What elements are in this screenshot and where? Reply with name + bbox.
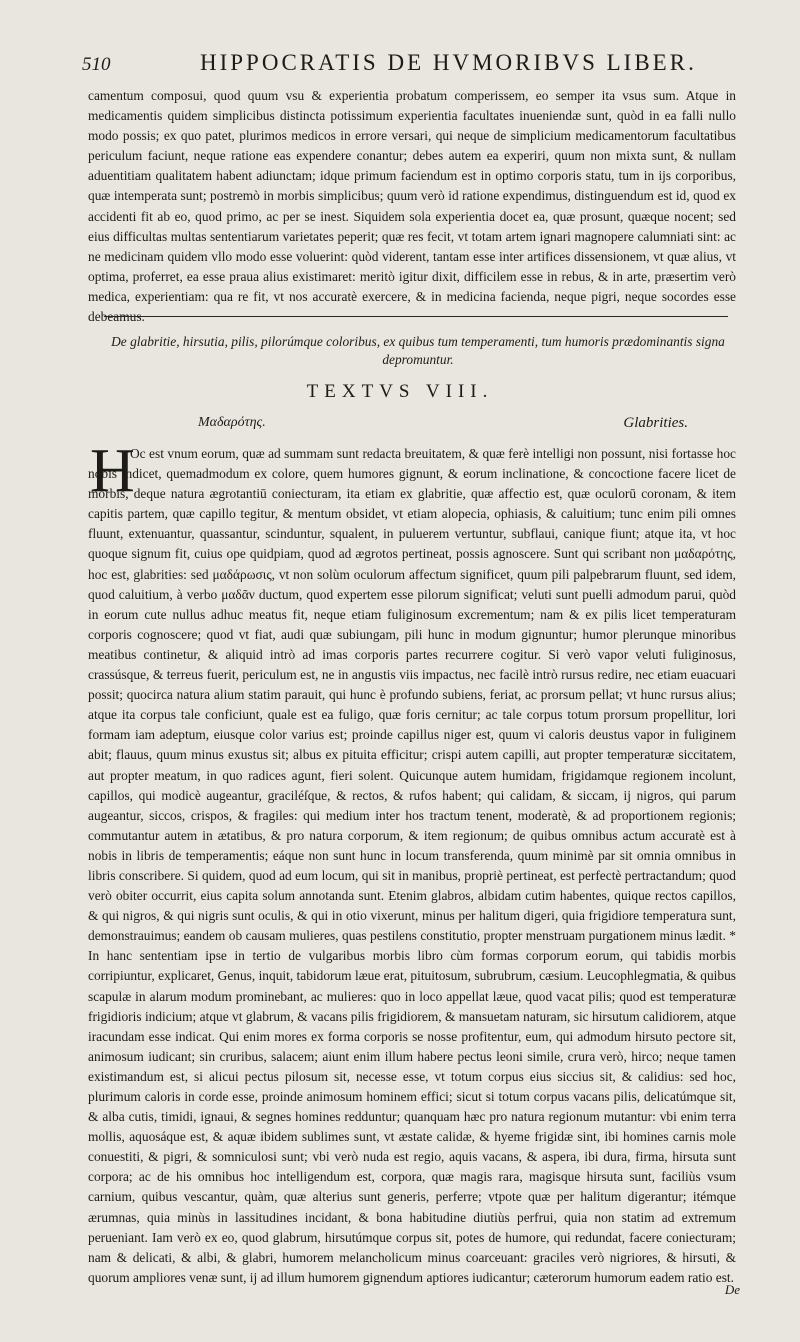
running-head (82, 50, 730, 76)
catchword: De (724, 1282, 740, 1297)
section-divider (104, 316, 728, 317)
page-title: HIPPOCRATIS DE HVMORIBVS LIBER. (200, 50, 697, 75)
body-text (88, 444, 736, 1288)
greek-lemma: Μαδαρότης. (198, 415, 266, 430)
textus-heading: TEXTVS VIII. (306, 381, 494, 402)
latin-lemma: Glabrities. (623, 415, 688, 431)
intro-paragraph: camentum composui, quod quum vsu & experientia probatum comperissem, eo semper ita vsus sum. Atque in medicamentis quidem simplicibus distincta potissimum experientia facultates inueniendæ sunt, quòd in ea falli nullo modo possis; ex quo patet, plurimos medicos in errore versari, qui neque de simplicium medicamentorum facultatibus periculum faciunt, neque ratione eas expendere conantur; debes autem ea experiri, quum non mixta sunt, & nullam aduentitiam qualitatem habent adiunctam; idque primum faciendum est in optimo corporis statu, tum in ijs corporibus, quæ intemperata sunt; postremò in morbis simplicibus; quum verò id ratione expendimus, distinguendum est id, quod ex accidenti fit ab eo, quod primo, ac per se inest. Siquidem sola experientia docet ea, quæ prosunt, quæque nocent; sed eius difficultas multas sententiarum varietates peperit; quæ res fecit, vt totam artem ignari magnopere calumniati sint: ac ne medicinam quidem vllo modo esse voluerint: quòd viderent, tantam esse inter artifices dissensionem, vt quæ alius, vt optima, proferret, ea esse praua alius existimaret: meritò igitur dixit, difficilem esse in rebus, & in arte, præsertim verò medica, experientiam: qua re fit, vt nos accuratè exercere, & in medicina facienda, neque pigri, neque socordes esse debeamus. (88, 88, 736, 325)
section-heading: De glabritie, hirsutia, pilis, pilorúmque coloribus, ex quibus tum temperamenti, tum humoris prædominantis signa depromuntur. (111, 334, 725, 367)
drop-cap: H (90, 437, 135, 505)
page-number: 510 (82, 54, 111, 75)
body-paragraph: Oc est vnum eorum, quæ ad summam sunt redacta breuitatem, & quæ ferè intelligi non possunt, nisi fortasse hoc nobis indicet, quemadmodum ex colore, quem humores gignunt, & eorum inclinatione, & concoctione facere licet de morbis, deque natura ægrotantiū coniecturam, ita etiam ex glabritie, quæ affectio est, quæ oculorū coronam, & item capitis partem, quæ capillo tegitur, & mentum obsidet, vt etiam alopecia, ophiasis, & caluitium; tunc enim pili omnes fluunt, extenuantur, quassantur, scinduntur, squalent, in puluerem vertuntur, subflaui, canique fiunt; atque ita, vt hoc quoque signum fit, cuius ope quidpiam, quod ad ægrotos pertineat, possis agnoscere. Sunt qui scribant non μαδαρότης, hoc est, glabrities: sed μαδάρωσις, vt non solùm oculorum affectum significet, quum pili palpebrarum fluunt, sed idem, quod caluitium, à verbo μαδᾶν ductum, quod expertem esse pilorum significat; veluti sunt puelli admodum parui, quòd in eorum cute nullus adhuc meatus fit, neque etiam fuliginosum excrementum; nam & ex pilis licet temperaturam corporis cognoscere; quod vt fiat, audi quæ subiungam, pili hunc in modum gignuntur; humor plerunque minoribus meatibus continetur, & aliquid intrò ad imas corporis partes recurrere cogitur. Si verò vapor veluti fuliginosus, crassúsque, & terreus fuerit, periculum est, ne in angustis viis impactus, nec facilè intrò rursus redire, nec etiam euacuari possit; quocirca natura alium statim parauit, qui hunc è profundo subiens, feriat, ac prorsum pellat; vt hunc rursus alius; atque ita corpus tale conficiunt, quale est ea fuligo, quæ foris cernitur; ac tale corpus totum prorsum propellitur, lori formam iam adeptum, eiusque color varius est; proinde capillus niger est, quum vi caloris deustus vapor in fuliginem abit; flauus, quum minus exustus sit; albus ex pituita efficitur; crispi autem capilli, aut propter temperaturæ siccitatem, aut propter meatum, in quo radices agunt, fieri solent. Quicunque autem humidam, frigidamque regionem incolunt, capillos, qui modicè augeantur, graciléſque, & rectos, & rufos habent; qui calidam, & siccam, ij nigros, qui parum augeantur, siccos, crispos, & fragiles: qui medium inter hos tractum tenent, moderatè, & ad proportionem regionis; commutantur autem in ætatibus, & pro natura corporum, & item regionum; de quibus omnibus actum accuratè est à nobis in libris de temperamentis; eáque non sunt hunc in locum transferenda, quum minimè par sit omnia omnibus in libris conscribere. Si quidem, quod ad eum locum, qui sit in manibus, propriè pertineat, est perfectè pertractandum; quod verò obiter occurrit, eius capita solum annotanda sunt. Etenim glabros, albidam cutim habentes, quique rectos capillos, & qui nigros, & qui nigris sunt oculis, & qui in otio vixerunt, minus per halitum digeri, quia frigidiore temperatura sunt, demonstrauimus; eandem ob causam mulieres, quas pestilens constitutio, propter menstruam purgationem minus lædit. * In hanc sententiam ipse in tertio de vulgaribus morbis libro cùm formas corporum eorum, qui tabidis morbis corripiuntur, explicaret, Genus, inquit, tabidorum læue erat, pituitosum, subrubrum, cæsium. Leucophlegmatia, & quibus scapulæ in alarum modum prominebant, ac mulieres: quo in loco appellat læue, quod vacat pilis; quod est temperaturæ frigidioris indicium; atque vt glabrum, & vacans pilis frigidiorem, & mansuetam naturam, sic hirsutum calidiorem, atque iracundam esse indicat. Qui enim mores ex forma corporis se nosse profitentur, eum, qui admodum hirsuto pectore sit, animosum iudicant; sin cruribus, salacem; aiunt enim illum habere pectus leoni simile, crura verò, hirco; neque tamen existimandum est, si alicui pectus pilosum sit, necesse esse, vt totum corpus eius siccius sit, & calidius: sed hoc, plurimum caloris in corde esse, proinde animosum hominem effici; sicut si totum corpus vacans pilis, delicatúmque sit, & alba cutis, timidi, ignaui, & segnes homines redduntur; quanquam hæc pro natura regionum mutantur: vbi enim terra mollis, aquosáque est, & aquæ ibidem sublimes sunt, vt æstate calidæ, & hyeme frigidæ sint, ibi homines carnis mole conuestiti, & pigri, & somniculosi sunt; vbi verò nuda est regio, aquis vacans, & aspera, ibi dura, firma, hirsuta sunt corpora; ac de his omnibus hoc intelligendum est, corpora, quæ magis rara, magisque hirsuta sunt, faciliùs vsum carnium, quibus vescantur, quàm, quæ alterius sunt generis, perferre; vtpote quæ per halitum digerantur; itémque ærumnas, quia minùs in lassitudines incidant, & bona habitudine diutiùs perfrui, quia non statim ad extremum perueniant. Iam verò ex eo, quod glabrum, hirsutúmque corpus sit, potes de humore, qui redundat, facere coniecturam; nam & delicati, & albi, & glabri, humorem melancholicum minus coarceuant: graciles verò nigriores, & hirsuti, & quorum ampliores venæ sunt, ij ad illum humorem gignendum aptiores iudicantur; cæterorum humorum eadem ratio est. (88, 446, 736, 1285)
